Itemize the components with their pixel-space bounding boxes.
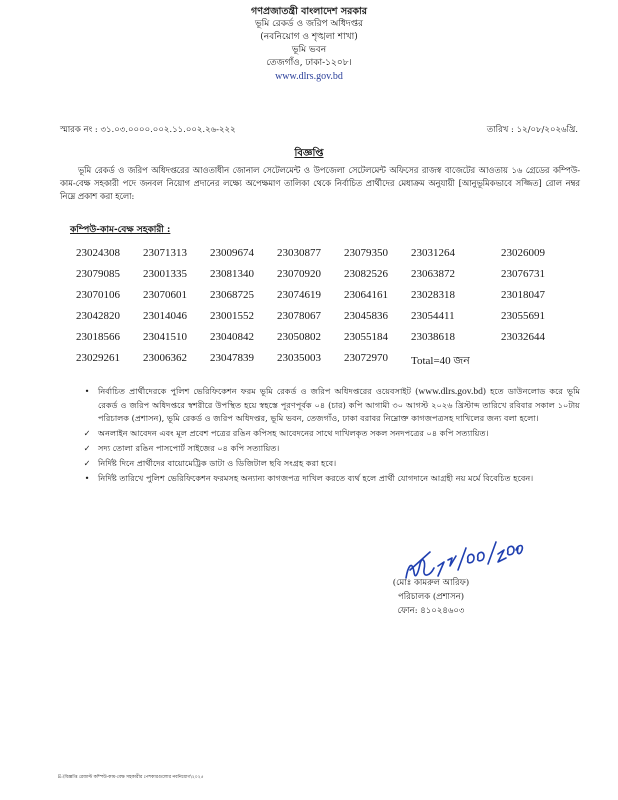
post-label: কম্পিউ-কাম-বেক্ষ সহকারী : <box>70 225 171 235</box>
website-link[interactable]: www.dlrs.gov.bd <box>418 387 483 397</box>
list-item <box>80 472 580 485</box>
roll-cell: 23070106 <box>76 289 120 301</box>
roll-cell: 23009674 <box>210 247 254 259</box>
roll-cell: 23045836 <box>344 310 388 322</box>
list-item <box>80 385 580 425</box>
table-row <box>76 310 568 331</box>
signatory-name: (মোঃ কামরুল আরিফ) <box>392 578 470 588</box>
roll-cell: 23078067 <box>277 310 321 322</box>
roll-cell: 23072970 <box>344 352 388 364</box>
address: তেজগাঁও, ঢাকা-১২০৮। <box>266 58 352 68</box>
roll-cell: 23070601 <box>143 289 187 301</box>
table-row <box>76 289 568 310</box>
list-item <box>80 457 580 470</box>
roll-cell: 23040842 <box>210 331 254 343</box>
note-text: নির্দিষ্ট তারিখে পুলিশ ভেরিফিকেশন ফরমসহ অন্যান্য কাগজপত্র দাখিল করতে ব্যর্থ হলে প্রার্থী যোগদানে আগ্রহী নয় মর্মে বিবেচিত হবেন। <box>98 473 534 483</box>
roll-cell: 23079350 <box>344 247 388 259</box>
check-icon: ✓ <box>83 428 91 438</box>
roll-cell: 23035003 <box>277 352 321 364</box>
letterhead <box>0 5 618 83</box>
govt-name: গণপ্রজাতন্ত্রী বাংলাদেশ সরকার <box>251 6 367 17</box>
bullet-icon: • <box>84 386 90 396</box>
roll-cell: 23047839 <box>210 352 254 364</box>
roll-cell: 23055184 <box>344 331 388 343</box>
roll-cell: 23041510 <box>143 331 187 343</box>
list-item <box>80 442 580 455</box>
note-text: অনলাইন আবেদন এবং মূল প্রবেশ পত্রের রঙিন কপিসহ আবেদনের সাথে দাখিলকৃত সকল সনদপত্রের ০৪ কপি সত্যায়িত। <box>98 428 489 438</box>
roll-cell: 23082526 <box>344 268 388 280</box>
roll-cell: 23028318 <box>411 289 455 301</box>
roll-cell: 23001552 <box>210 310 254 322</box>
roll-cell: 23074619 <box>277 289 321 301</box>
department-name: ভূমি রেকর্ড ও জরিপ অধিদপ্তর <box>254 19 364 29</box>
table-row <box>76 331 568 352</box>
building-name: ভূমি ভবন <box>291 45 327 55</box>
signatory-phone: ফোন: ৪১০২৪৬০৩ <box>397 606 465 616</box>
table-row <box>76 247 568 268</box>
file-path-footer: E:\বিজ্ঞপ্তি রেজাল্ট কম্পিউ-কাম-বেক্ষ সহকারীর পেশকারগুলোর নবনিয়োগ\২০২৫ <box>58 775 204 780</box>
roll-cell: 23018566 <box>76 331 120 343</box>
note-text: নির্বাচিত প্রার্থীদেরকে পুলিশ ভেরিফিকেশন ফরম ভূমি রেকর্ড ও জরিপ অধিদপ্তরের ওয়েবসাইট ( <box>98 386 419 396</box>
notice-paragraph <box>60 164 580 203</box>
roll-cell: 23018047 <box>501 289 545 301</box>
bullet-icon: • <box>84 473 90 483</box>
roll-cell: 23063872 <box>411 268 455 280</box>
paragraph-text: ভূমি রেকর্ড ও জরিপ অধিদপ্তরের আওতাধীন জোনাল সেটেলমেন্ট ও উপজেলা সেটেলমেন্ট অফিসের রাজস্ব বাজেটের আওতায় ১৬ গ্রেডের কম্পিউ-কাম-বেক্ষ সহকারী পদে জনবল নিয়োগ প্রদানের লক্ষ্যে অপেক্ষমাণ তালিকা থেকে নির্বাচিত প্রার্থীদের মেধাক্রম অনুযায়ী [আনুভূমিকভাবে সজ্জিত] রোল নম্বর নিম্নে প্রকাশ করা হলো: <box>60 165 580 201</box>
roll-cell: 23064161 <box>344 289 388 301</box>
table-row <box>76 268 568 289</box>
section-name: (নবনিয়োগ ও শৃঙ্খলা শাখা) <box>260 32 358 42</box>
roll-cell: 23014046 <box>143 310 187 322</box>
note-text: নির্দিষ্ট দিনে প্রার্থীদের বায়োমেট্রিক ডাটা ও ডিজিটাল ছবি সংগ্রহ করা হবে। <box>98 458 337 468</box>
roll-cell: 23070920 <box>277 268 321 280</box>
total-count: Total=40 জন <box>411 355 470 367</box>
note-text: ) হতে ডাউনলোড করে ভূমি রেকর্ড ও জরিপ অধিদপ্তরে স্বশরীরে উপস্থিত হয়ে স্বহস্তে পূরণপূর্বক ০৪ (চার) কপি আগামী ৩০ আগস্ট ২০২৬ খ্রিস্টাব্দ তারিখে রবিবার সকাল ১০টায় পরিচালক (প্রশাসন), ভূমি রেকর্ড ও জরিপ অধিদপ্তর, ভূমি ভবন, তেজগাঁও, ঢাকা বরাবর নিম্নোক্ত কাগজপত্রসহ দাখিলের জন্য বলা হলো। <box>98 386 580 423</box>
website-link[interactable]: www.dlrs.gov.bd <box>275 71 343 82</box>
issue-date: তারিখ : ১২/০৮/২০২৬খ্রি. <box>486 125 578 135</box>
roll-cell: 23032644 <box>501 331 545 343</box>
roll-cell <box>501 352 568 373</box>
roll-cell: 23038618 <box>411 331 455 343</box>
roll-cell: 23050802 <box>277 331 321 343</box>
check-icon: ✓ <box>83 458 91 468</box>
memo-number: স্মারক নং : ৩১.০৩.০০০০.০০২.১১.০০২.২৬-২২২ <box>60 125 236 135</box>
roll-cell: 23030877 <box>277 247 321 259</box>
roll-cell: 23001335 <box>143 268 187 280</box>
roll-number-table <box>76 247 568 373</box>
roll-cell: 23071313 <box>143 247 187 259</box>
signature-block <box>366 576 496 618</box>
roll-cell: 23029261 <box>76 352 120 364</box>
signatory-designation: পরিচালক (প্রশাসন) <box>397 592 465 602</box>
roll-cell: 23055691 <box>501 310 545 322</box>
roll-cell: 23006362 <box>143 352 187 364</box>
roll-cell: 23024308 <box>76 247 120 259</box>
roll-cell: 23079085 <box>76 268 120 280</box>
list-item <box>80 427 580 440</box>
roll-cell: 23031264 <box>411 247 455 259</box>
note-text: সদ্য তোলা রঙিন পাসপোর্ট সাইজের ০৪ কপি সত্যায়িত। <box>98 443 280 453</box>
instruction-list <box>80 385 580 487</box>
table-row <box>76 352 568 373</box>
notice-title: বিজ্ঞপ্তি <box>294 148 324 159</box>
roll-cell: 23068725 <box>210 289 254 301</box>
roll-cell: 23076731 <box>501 268 545 280</box>
roll-cell: 23042820 <box>76 310 120 322</box>
roll-cell: 23026009 <box>501 247 545 259</box>
roll-cell: 23054411 <box>411 310 455 322</box>
check-icon: ✓ <box>83 443 91 453</box>
roll-cell: 23081340 <box>210 268 254 280</box>
